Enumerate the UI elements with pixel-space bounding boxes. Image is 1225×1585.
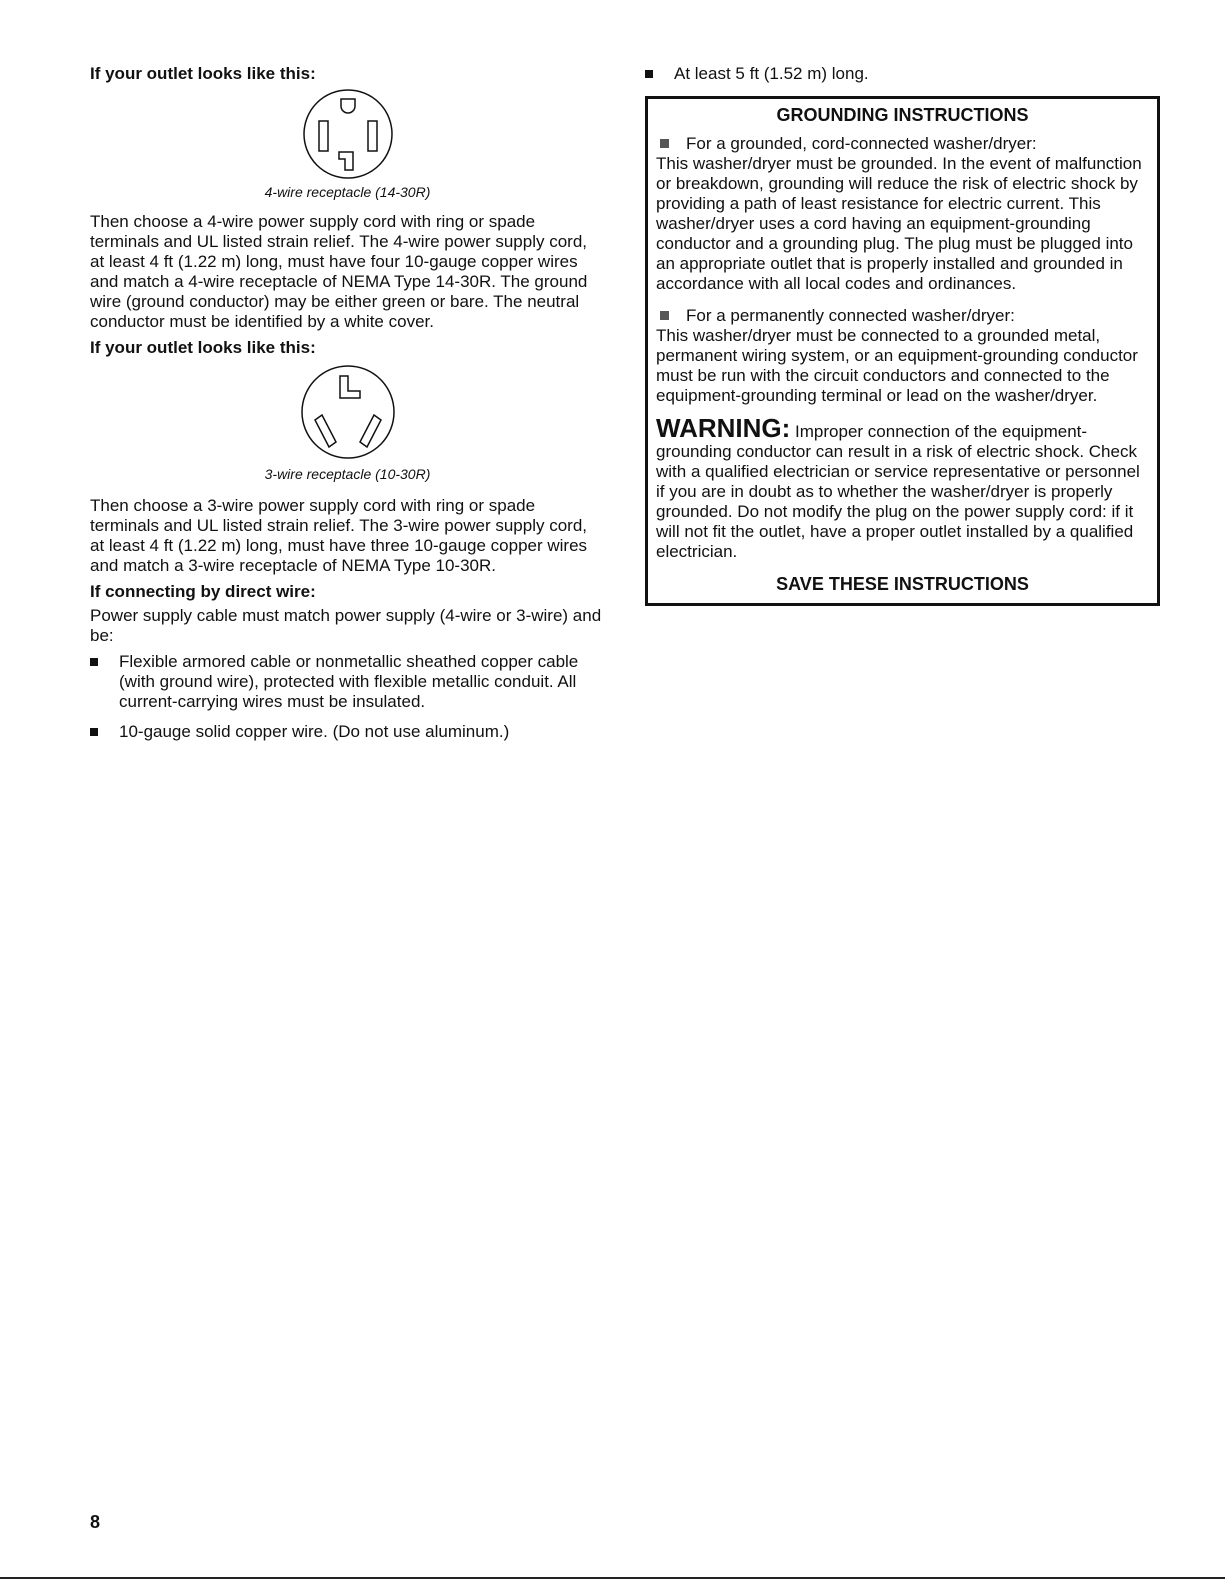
list-item — [90, 722, 605, 742]
paragraph-3wire: Then choose a 3-wire power supply cord with ring or spade terminals and UL listed strain relief. The 3-wire power supply cord, at least 4 ft (1.22 m) long, must have three 10-gauge copper wires and match a 3-wire receptacle of NEMA Type 10-30R. — [90, 496, 588, 575]
bullet-square-icon — [660, 139, 669, 148]
paragraph-direct-wire: Power supply cable must match power supply (4-wire or 3-wire) and be: — [90, 606, 602, 645]
caption-4wire: 4-wire receptacle (14-30R) — [264, 184, 431, 200]
figure-4wire — [90, 88, 605, 200]
length-list — [645, 64, 1160, 84]
warning-text: Improper connection of the equipment-grounding conductor can result in a risk of electric shock. Check with a qualified electrician or service representative or personnel if you are in doubt as to whether the washer/dryer is properly grounded. Do not modify the plug on the power supply cord: if it will not fit the outlet, have a proper outlet installed by a qualified electrician. — [656, 422, 1140, 561]
bottom-divider — [0, 1577, 1225, 1579]
bullet-square-icon — [660, 311, 669, 320]
list-item — [645, 64, 1160, 84]
figure-3wire — [90, 362, 605, 482]
receptacle-4wire-icon — [298, 88, 398, 180]
right-column — [645, 64, 1160, 606]
grounding-title: GROUNDING INSTRUCTIONS — [776, 105, 1029, 125]
grounding-instructions-box — [645, 96, 1160, 606]
grounding-paragraph-cord: This washer/dryer must be grounded. In the event of malfunction or breakdown, grounding will reduce the risk of electric shock by providing a path of least resistance for electric current. This washer/dryer uses a cord having an equipment-grounding conductor and a grounding plug. The plug must be plugged into an appropriate outlet that is properly installed and grounded in accordance with all local codes and ordinances. — [656, 154, 1142, 293]
save-instructions-heading: SAVE THESE INSTRUCTIONS — [776, 574, 1029, 594]
list-item-text: 10-gauge solid copper wire. (Do not use aluminum.) — [119, 722, 510, 741]
receptacle-3wire-icon — [298, 362, 398, 462]
caption-3wire: 3-wire receptacle (10-30R) — [264, 466, 431, 482]
grounding-subheading-cord — [656, 134, 1149, 154]
list-item-text: Flexible armored cable or nonmetallic sheathed copper cable (with ground wire), protected with flexible metallic conduit. All current-carrying wires must be insulated. — [119, 652, 579, 711]
bullet-square-icon — [90, 728, 98, 736]
subheading-text: For a grounded, cord-connected washer/dryer: — [686, 134, 1037, 153]
grounding-paragraph-permanent: This washer/dryer must be connected to a grounded metal, permanent wiring system, or an equipment-grounding conductor must be run with the circuit conductors and connected to the equipment-grounding terminal or lead on the washer/dryer. — [656, 326, 1138, 405]
subheading-text: For a permanently connected washer/dryer: — [686, 306, 1015, 325]
paragraph-4wire: Then choose a 4-wire power supply cord with ring or spade terminals and UL listed strain relief. The 4-wire power supply cord, at least 4 ft (1.22 m) long, must have four 10-gauge copper wires and match a 4-wire receptacle of NEMA Type 14-30R. The ground wire (ground conductor) may be either green or bare. The neutral conductor must be identified by a white cover. — [90, 212, 588, 331]
list-item-text: At least 5 ft (1.52 m) long. — [674, 64, 869, 83]
direct-wire-list — [90, 652, 605, 742]
outlet-heading-4wire: If your outlet looks like this: — [90, 64, 316, 83]
outlet-heading-3wire: If your outlet looks like this: — [90, 338, 316, 357]
direct-wire-heading: If connecting by direct wire: — [90, 582, 316, 601]
left-column — [90, 64, 605, 752]
bullet-square-icon — [90, 658, 98, 666]
warning-label: WARNING: — [656, 413, 791, 443]
grounding-subheading-permanent — [656, 306, 1149, 326]
page-number: 8 — [90, 1512, 101, 1532]
list-item — [90, 652, 605, 712]
warning-paragraph — [656, 413, 1149, 562]
bullet-square-icon — [645, 70, 653, 78]
